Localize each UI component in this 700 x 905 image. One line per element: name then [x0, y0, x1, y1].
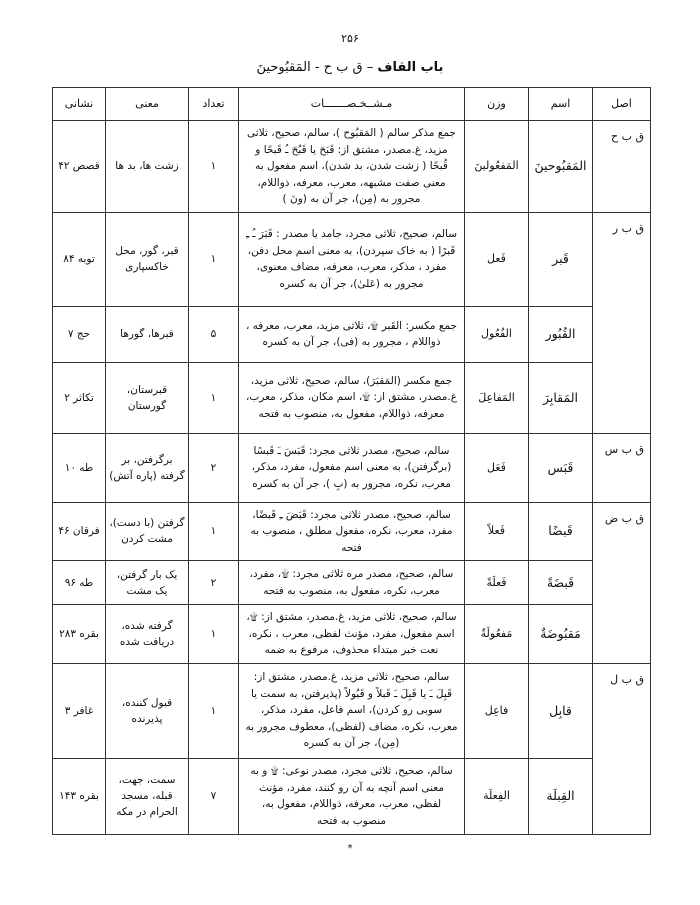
neshani-cell: قصص ۴۲ [53, 121, 106, 213]
table-row [53, 663, 651, 758]
neshani-cell: فرقان ۴۶ [53, 502, 106, 561]
wazn-cell: الفُعُول [465, 306, 529, 362]
header-neshani: نشانی [53, 88, 106, 121]
ism-cell: القُبُور [529, 306, 593, 362]
ism-cell: قابِل [529, 663, 593, 758]
root-cell: ق ب ح [593, 121, 651, 213]
desc-cell: سالم، صحیح، ثلاثی مجرد، مصدر نوعی: ۩ و به معنی اسم آنچه به آن رو کنند، مفرد، مؤنث لفظی، معرب، معرفه، ذواللام، مفعول به، منصوب به فتحه [239, 758, 465, 834]
wazn-cell: فَعل [465, 212, 529, 306]
ism-cell: قَبر [529, 212, 593, 306]
neshani-cell: طه ۱۰ [53, 433, 106, 502]
wazn-cell: مَفعُولَةٌ [465, 605, 529, 664]
ism-cell: قَبَس [529, 433, 593, 502]
root-cell: ق ب ض [593, 502, 651, 663]
ism-cell: مَقبُوضَةٌ [529, 605, 593, 664]
table-row [53, 121, 651, 213]
neshani-cell: حج ۷ [53, 306, 106, 362]
title-bold: باب القاف [377, 60, 444, 75]
header-asl: اصل [593, 88, 651, 121]
wazn-cell: المَفاعِلَ [465, 362, 529, 433]
tedad-cell: ۱ [189, 605, 239, 664]
desc-cell: سالم، صحیح، مصدر ثلاثی مجرد: قَبَسَ ـَ قَبسًا (برگرفتن)، به معنی اسم مفعول، مفرد، مذکر، معرب، نکره، مجرور به (بِ )، جر آن به کسره [239, 433, 465, 502]
root-cell: ق ب س [593, 433, 651, 502]
table-row [53, 306, 651, 362]
neshani-cell: تکاثر ۲ [53, 362, 106, 433]
footer-mark: * [347, 843, 353, 854]
wazn-cell: فاعِل [465, 663, 529, 758]
mana-cell: سمت، جهت، قبله، مسجد الحرام در مکه [106, 758, 189, 834]
mana-cell: گرفته شده، دریافت شده [106, 605, 189, 664]
ism-cell: القِبلَة [529, 758, 593, 834]
header-wazn: وزن [465, 88, 529, 121]
table-row [53, 433, 651, 502]
tedad-cell: ۱ [189, 121, 239, 213]
neshani-cell: بقره ۲۸۳ [53, 605, 106, 664]
root-cell: ق ب ل [593, 663, 651, 834]
page-number: ۲۵۶ [341, 32, 359, 45]
desc-cell: سالم، صحیح، مصدر مره ثلاثی مجرد: ۩، مفرد، معرب، نکره، مفعول به، منصوب به فتحه [239, 561, 465, 605]
header-ism: اسم [529, 88, 593, 121]
table-row [53, 212, 651, 306]
tedad-cell: ۲ [189, 433, 239, 502]
neshani-cell: غافر ۳ [53, 663, 106, 758]
desc-cell: سالم، صحیح، مصدر ثلاثی مجرد: قَبَضَ ـِ قَبضًا، مفرد، معرب، نکره، مفعول مطلق ، منصوب به فتحه [239, 502, 465, 561]
mana-cell: قبرستان، گورستان [106, 362, 189, 433]
ism-cell: قَبضًا [529, 502, 593, 561]
ism-cell: المَقابِرَ [529, 362, 593, 433]
root-cell: ق ب ر [593, 212, 651, 433]
table-row [53, 605, 651, 664]
neshani-cell: بقره ۱۴۳ [53, 758, 106, 834]
tedad-cell: ۵ [189, 306, 239, 362]
mana-cell: زشت ها، بد ها [106, 121, 189, 213]
mana-cell: گرفتن (با دست)، مشت کردن [106, 502, 189, 561]
title-rest: – ق ب ح - المَقبُوحينَ [256, 60, 378, 75]
mana-cell: قبول کننده، پذیرنده [106, 663, 189, 758]
tedad-cell: ۷ [189, 758, 239, 834]
table-row [53, 758, 651, 834]
ism-cell: قَبضَةً [529, 561, 593, 605]
tedad-cell: ۱ [189, 362, 239, 433]
header-mana: معنی [106, 88, 189, 121]
desc-cell: سالم، صحیح، ثلاثی مجرد، جامد یا مصدر : قَبَرَ ـُ ـِ قَبرًا ( به خاک سپردن)، به معنی اسم محل دفن، مفرد ، مذکر، معرب، معرفه، مضاف معنوی، مجرور به (عَلیٰ)، جر آن به کسره [239, 212, 465, 306]
wazn-cell: فَعلاً [465, 502, 529, 561]
mana-cell: یک بار گرفتن، یک مشت [106, 561, 189, 605]
tedad-cell: ۲ [189, 561, 239, 605]
header-tedad: تعداد [189, 88, 239, 121]
table-row [53, 561, 651, 605]
header-row [53, 88, 651, 121]
ism-cell: المَقبُوحينَ [529, 121, 593, 213]
desc-cell: جمع مکسر: القَبر ۩، ثلاثی مزید، معرب، معرفه ، ذواللام ، مجرور به (فی)، جر آن به کسره [239, 306, 465, 362]
tedad-cell: ۱ [189, 212, 239, 306]
desc-cell: سالم، صحیح، ثلاثی مزید، غ.مصدر، مشتق از: ۩، اسم مفعول، مفرد، مؤنث لفظی، معرب ، نکره، نعت خبر مبتداء محذوف، مرفوع به ضمه [239, 605, 465, 664]
desc-cell: سالم، صحیح، ثلاثی مزید، غ.مصدر، مشتق از: قَبِلَ ـَ یا قَبِلَ ـَ قَبلاً و قَبُولاً (پذیرفتن، به سمت یا سوبی رو کردن)، اسم فاعل، مفرد، مذکر، معرب، نکره، مضاف (لفظی)، معطوف مجرور به (مِن)، جر آن به کسره [239, 663, 465, 758]
desc-cell: جمع مذکر سالم ( المَقبُوح )، سالم، صحیح، ثلاثی مزید، غ.مصدر، مشتق از: قَبَحَ یا قَبُحَ ـُ قَبحًا و قُبحًا ( زشت شدن، بد شدن)، اسم مفعول به معنی صفت مشبهه، معرب، معرفه، ذواللام، مجرور به (مِن)، جر آن به (ونَ ) [239, 121, 465, 213]
wazn-cell: المَفعُولينَ [465, 121, 529, 213]
mana-cell: قبرها، گورها [106, 306, 189, 362]
wazn-cell: الفِعلَة [465, 758, 529, 834]
header-moshakhasat: مـشــخـصـــــــات [239, 88, 465, 121]
wazn-cell: فَعَل [465, 433, 529, 502]
vocab-table [52, 87, 651, 835]
wazn-cell: فَعلَةً [465, 561, 529, 605]
table-row [53, 502, 651, 561]
table-row [53, 362, 651, 433]
neshani-cell: طه ۹۶ [53, 561, 106, 605]
page-title [0, 60, 700, 75]
neshani-cell: توبه ۸۴ [53, 212, 106, 306]
mana-cell: برگرفتن، بر گرفته (پاره آتش) [106, 433, 189, 502]
tedad-cell: ۱ [189, 663, 239, 758]
tedad-cell: ۱ [189, 502, 239, 561]
desc-cell: جمع مکسر (المَقبَرَ)، سالم، صحیح، ثلاثی مزید، غ.مصدر، مشتق از: ۩، اسم مکان، مذکر، معرب، معرفه، ذواللام، مفعول به، منصوب به فتحه [239, 362, 465, 433]
mana-cell: قبر، گور، محل خاکسپاری [106, 212, 189, 306]
